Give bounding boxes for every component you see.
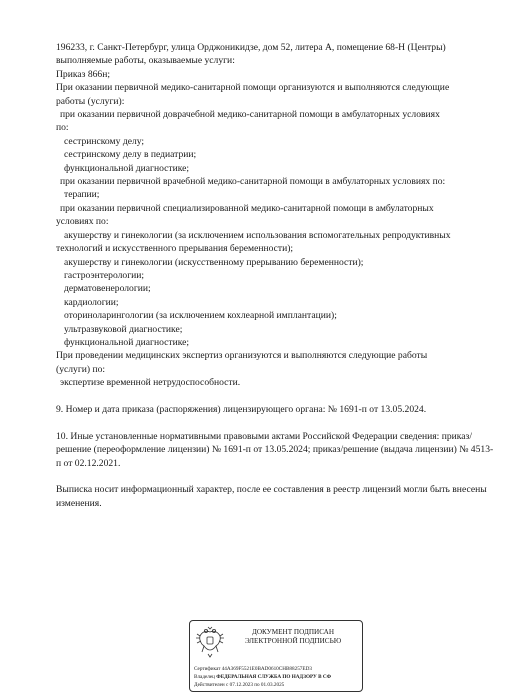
text-line: гастроэнтерологии;: [64, 269, 145, 281]
section-10-other-info: 10. Иные установленные нормативными правовыми актами Российской Федерации сведения: приказ/решение (переоформление лицензии) № 1691-п от 13.05.2024; приказ/решение (выдача лицензии) № 4513-п от 02.12.2021.: [56, 430, 494, 469]
text-line: технологий и искусственного прерывания беременности);: [56, 243, 294, 255]
text-line: оториноларингологии (за исключением кохлеарной имплантации);: [64, 310, 337, 322]
certificate-validity: Действителен с 07.12.2023 по 01.03.2025: [194, 682, 285, 688]
text-line: ультразвуковой диагностике;: [64, 323, 183, 335]
text-line: при оказании первичной врачебной медико-санитарной помощи в амбулаторных условиях по:: [60, 176, 446, 188]
text-line: экспертизе временной нетрудоспособности.: [60, 377, 241, 389]
text-line: при оказании первичной доврачебной медико-санитарной помощи в амбулаторных условиях: [60, 109, 440, 121]
text-line: при оказании первичной специализированной медико-санитарной помощи в амбулаторных: [60, 202, 434, 214]
section-9-order-number: 9. Номер и дата приказа (распоряжения) лицензирующего органа: № 1691-п от 13.05.2024.: [56, 403, 427, 415]
text-line: функциональной диагностике;: [64, 162, 190, 174]
text-line: кардиологии;: [64, 296, 119, 308]
text-line: акушерству и гинекологии (за исключением использования вспомогательных репродуктивных: [64, 229, 451, 241]
text-line: по:: [56, 122, 69, 134]
document-body: [56, 41, 496, 510]
activity-list: [56, 41, 496, 390]
text-line: акушерству и гинекологии (искусственному прерыванию беременности);: [64, 256, 364, 268]
text-line: (услуги) по:: [56, 363, 106, 375]
text-line: сестринскому делу;: [64, 135, 145, 147]
certificate-number: Сертификат 44A369F5521E0BAD0610CHB88257ED3: [194, 666, 312, 672]
text-line: работы (услуги):: [56, 95, 125, 107]
text-line: При проведении медицинских экспертиз организуются и выполняются следующие работы: [56, 350, 428, 362]
text-line: функциональной диагностике;: [64, 336, 190, 348]
coat-of-arms-emblem: [196, 626, 224, 658]
text-line: сестринскому делу в педиатрии;: [64, 149, 197, 161]
informational-note: Выписка носит информационный характер, после ее составления в реестр лицензий могли быть внесены изменения.: [56, 484, 487, 509]
text-line: 196233, г. Санкт-Петербург, улица Орджоникидзе, дом 52, литера А, помещение 68-Н (Центры): [56, 42, 446, 53]
text-line: При оказании первичной медико-санитарной помощи организуются и выполняются следующие: [56, 82, 450, 94]
text-line: выполняемые работы, оказываемые услуги:: [56, 55, 235, 67]
signature-details: [194, 665, 363, 689]
electronic-signature-stamp: [189, 620, 363, 692]
signature-title: ДОКУМЕНТ ПОДПИСАН ЭЛЕКТРОННОЙ ПОДПИСЬЮ: [244, 628, 342, 645]
text-line: Приказ 866н;: [56, 68, 111, 80]
text-line: дерматовенерологии;: [64, 283, 151, 295]
text-line: условиях по:: [56, 216, 109, 228]
text-line: терапии;: [64, 189, 100, 201]
certificate-owner: Владелец ФЕДЕРАЛЬНАЯ СЛУЖБА ПО НАДЗОРУ В СФ: [194, 674, 332, 680]
